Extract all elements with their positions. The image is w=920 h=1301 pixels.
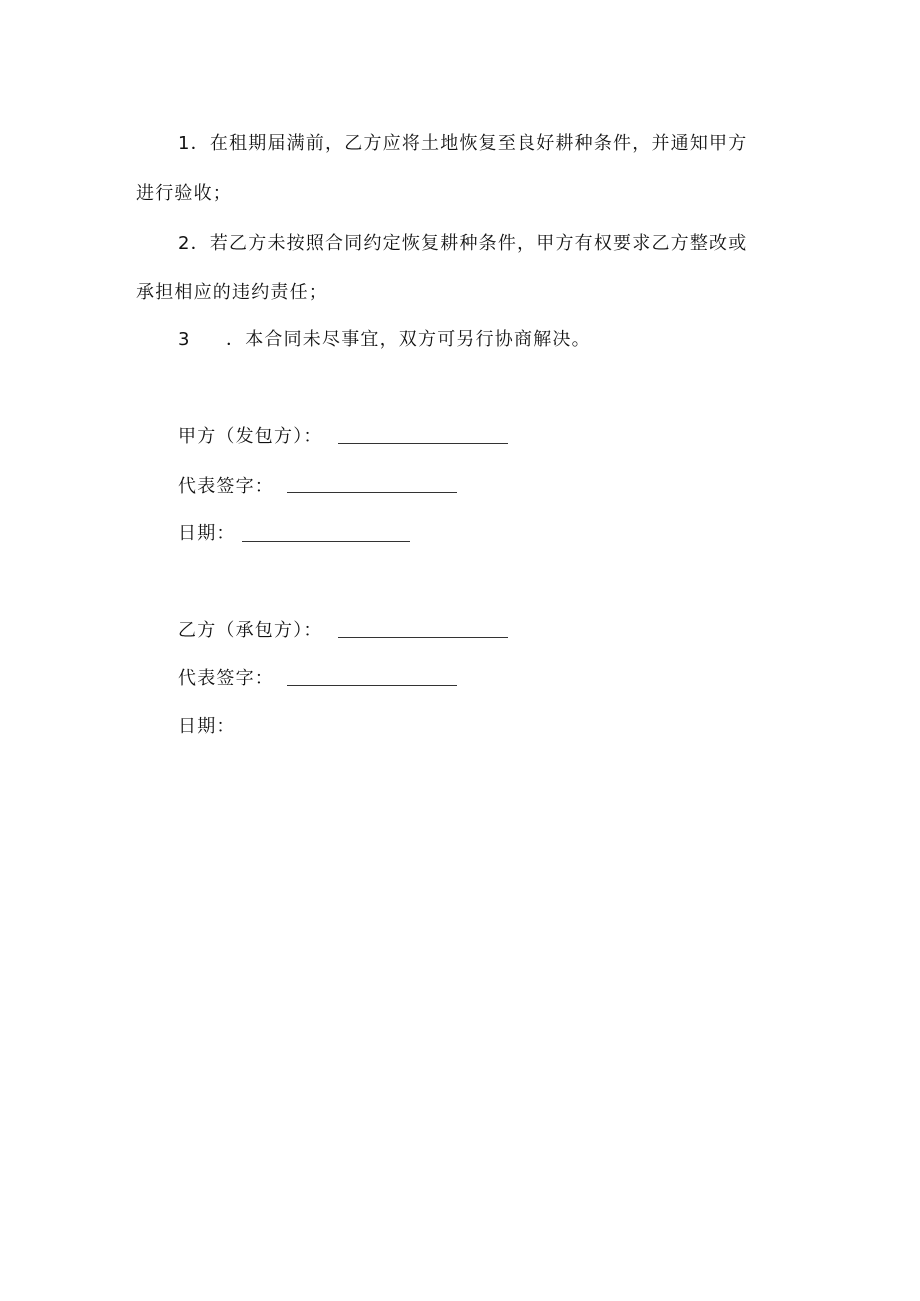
party-a-date-line[interactable] — [242, 541, 410, 542]
party-a-rep-label: 代表签字： — [178, 476, 274, 497]
party-a-label: 甲方（发包方）： — [178, 426, 323, 447]
clause-1-number: 1 — [178, 133, 191, 154]
clause-3-line-1 — [178, 327, 591, 353]
clause-1-line-2 — [136, 181, 232, 207]
clause-2-line-1 — [178, 231, 747, 257]
clause-2-line-2 — [136, 280, 328, 306]
clause-2-text: ．若乙方未按照合同约定恢复耕种条件，甲方有权要求乙方整改或 — [190, 233, 748, 254]
clause-3-text: ．本合同未尽事宜，双方可另行协商解决。 — [226, 329, 591, 350]
party-a-signature-line[interactable] — [338, 443, 508, 444]
party-b-date-label: 日期： — [178, 716, 236, 737]
party-b-rep-signature-line[interactable] — [287, 685, 457, 686]
clause-3-number: 3 — [178, 329, 191, 350]
clause-1-text-cont: 进行验收； — [136, 183, 232, 204]
clause-2-text-cont: 承担相应的违约责任； — [136, 282, 328, 303]
clause-1-text: ．在租期届满前，乙方应将土地恢复至良好耕种条件，并通知甲方 — [190, 133, 748, 154]
party-a-rep-signature-line[interactable] — [287, 492, 457, 493]
party-b-label: 乙方（承包方）： — [178, 620, 323, 641]
party-b-rep-label: 代表签字： — [178, 668, 274, 689]
party-a-date-label: 日期： — [178, 523, 236, 544]
party-b-signature-line[interactable] — [338, 637, 508, 638]
clause-2-number: 2 — [178, 233, 191, 254]
clause-1-line-1 — [178, 131, 747, 157]
